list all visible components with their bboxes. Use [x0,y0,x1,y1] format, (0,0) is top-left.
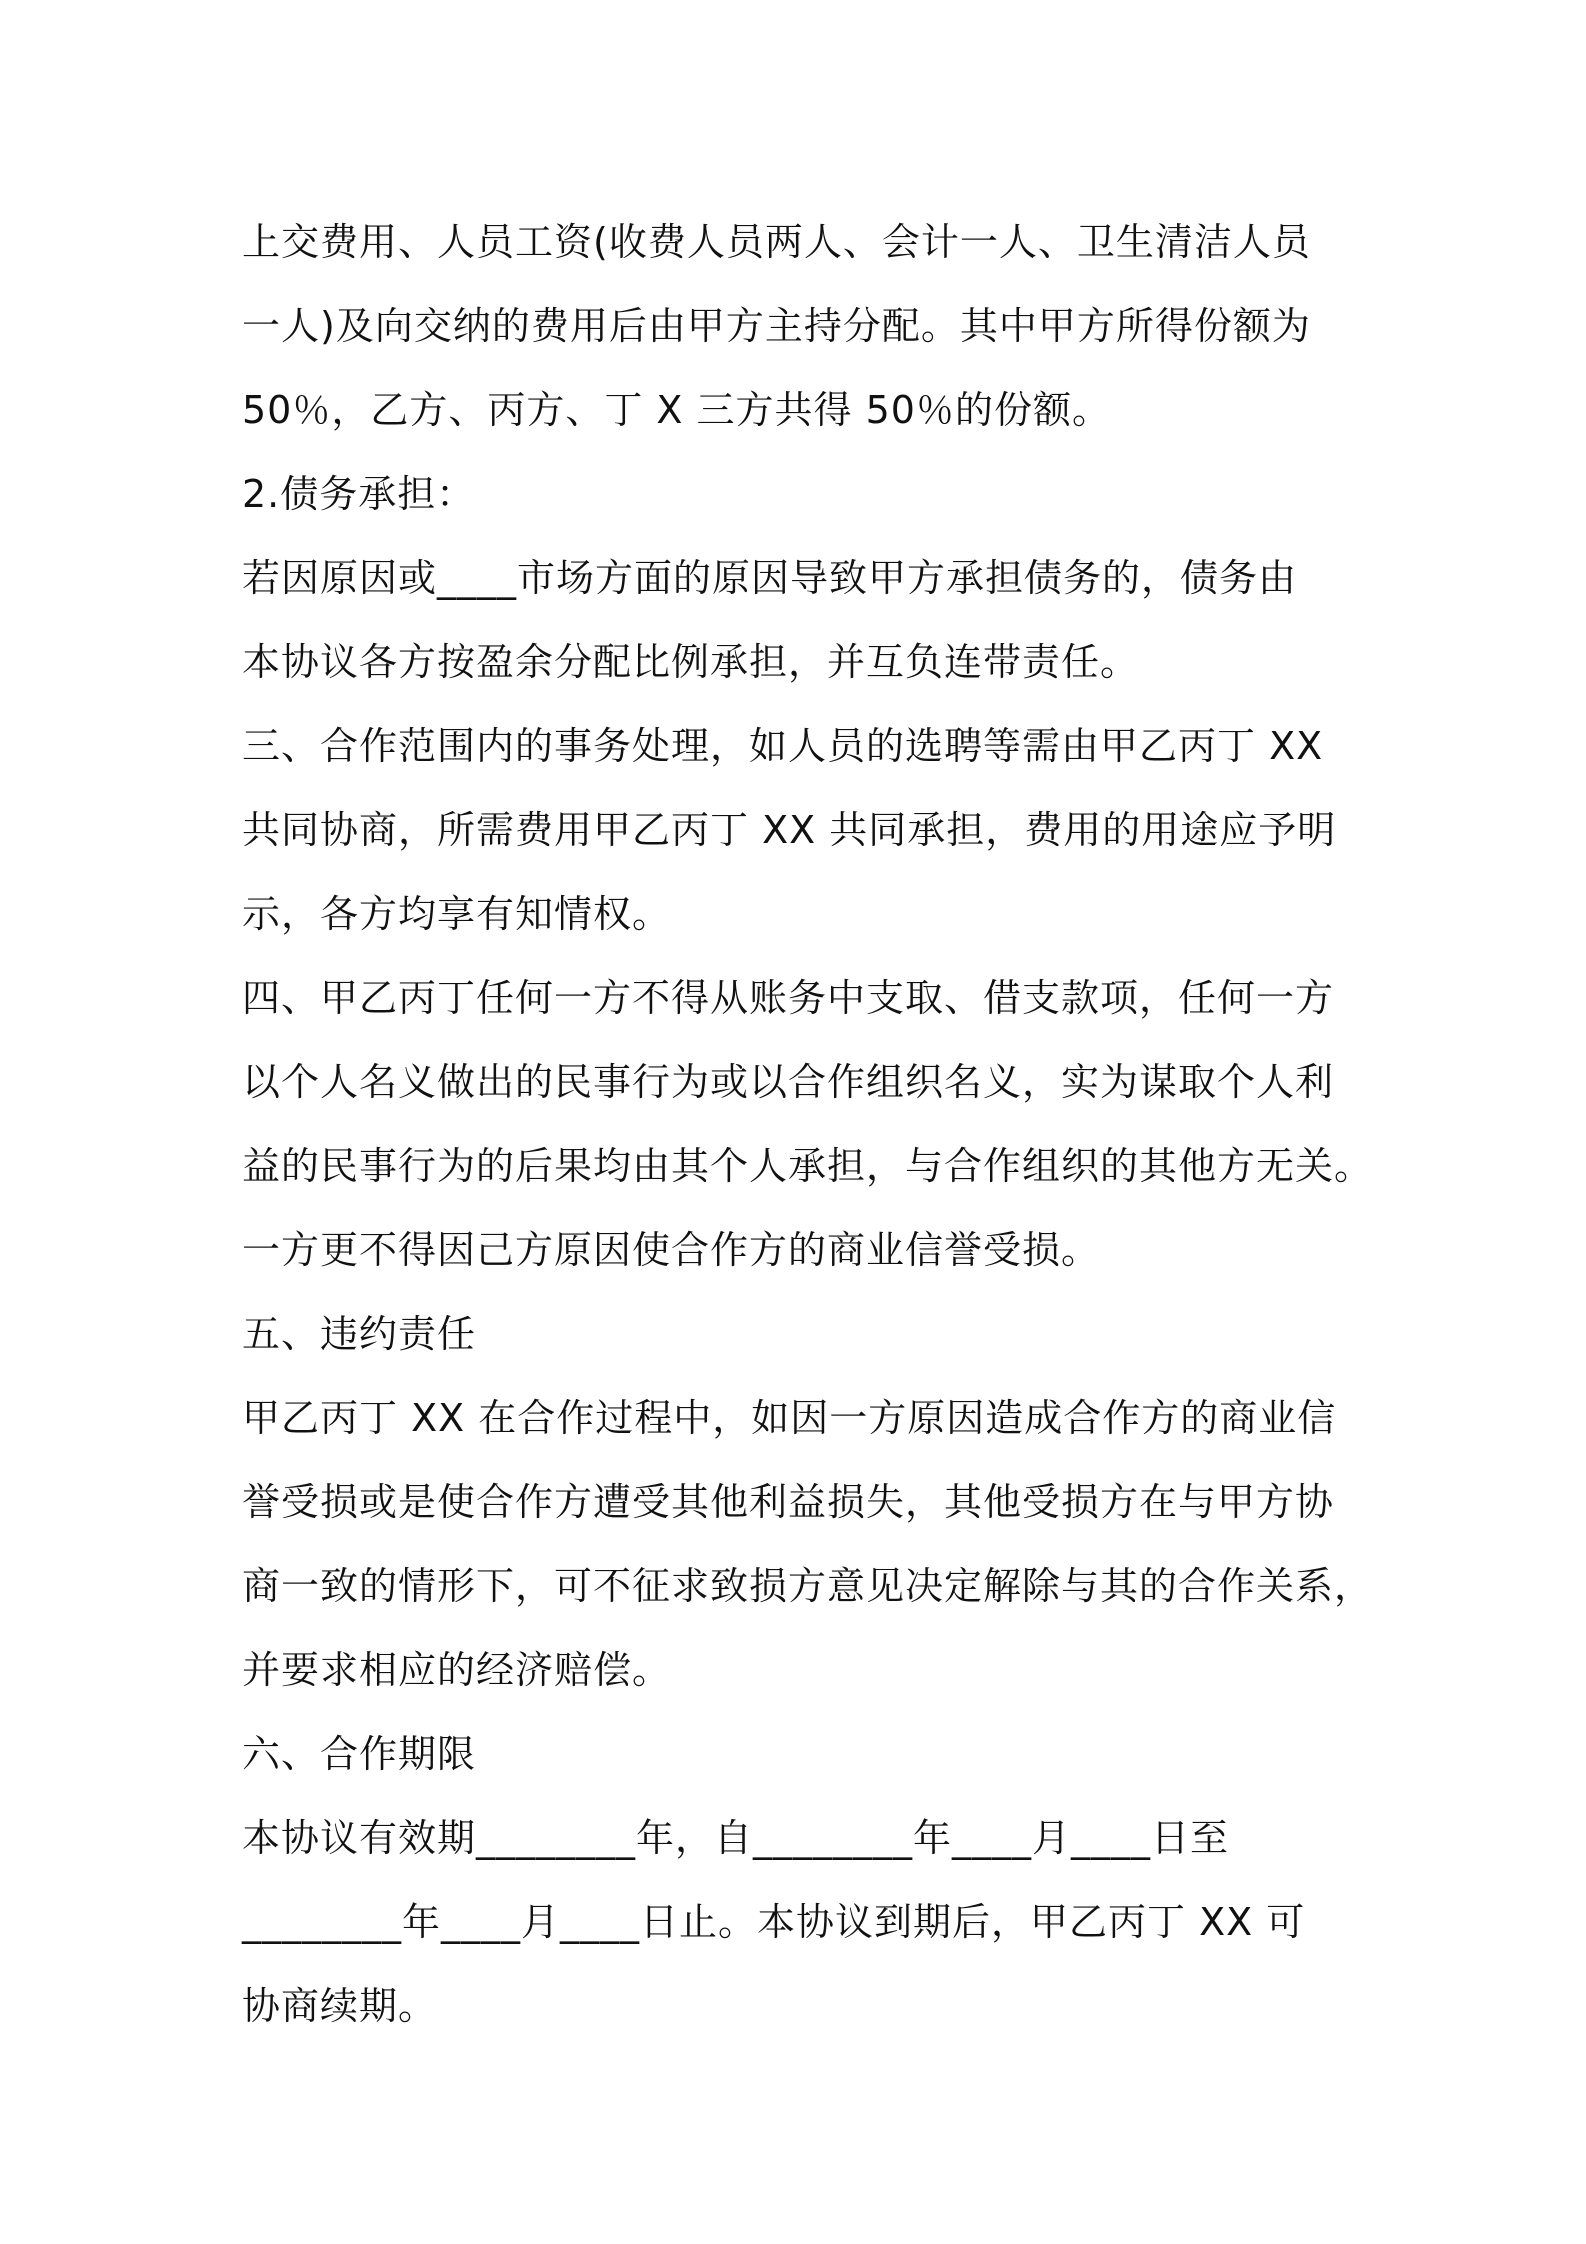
text-line: 并要求相应的经济赔偿。 [242,1648,672,1692]
text-line: 本协议各方按盈余分配比例承担，并互负连带责任。 [242,640,1140,684]
text-line: 誉受损或是使合作方遭受其他利益损失，其他受损方在与甲方协 [242,1480,1335,1524]
text-line: 一人)及向交纳的费用后由甲方主持分配。其中甲方所得份额为 [242,304,1311,348]
document-body [242,200,1374,2048]
text-line: 本协议有效期________年，自________年____月____日至 [242,1816,1230,1860]
section-heading: 2.债务承担： [242,472,476,516]
text-line: 以个人名义做出的民事行为或以合作组织名义，实为谋取个人利 [242,1060,1335,1104]
text-line: 50％，乙方、丙方、丁 X 三方共得 50％的份额。 [242,388,1111,432]
text-line: 四、甲乙丙丁任何一方不得从账务中支取、借支款项，任何一方 [242,976,1335,1020]
text-line: 一方更不得因己方原因使合作方的商业信誉受损。 [242,1228,1101,1272]
text-line: 共同协商，所需费用甲乙丙丁 XX 共同承担，费用的用途应予明 [242,808,1337,852]
text-line: 商一致的情形下，可不征求致损方意见决定解除与其的合作关系， [242,1564,1374,1608]
text-line: 上交费用、人员工资(收费人员两人、会计一人、卫生清洁人员 [242,220,1311,264]
text-line: 示，各方均享有知情权。 [242,892,672,936]
text-line: 若因原因或____市场方面的原因导致甲方承担债务的，债务由 [242,556,1298,600]
section-heading: 五、违约责任 [242,1312,477,1356]
text-line: 三、合作范围内的事务处理，如人员的选聘等需由甲乙丙丁 XX [242,724,1324,768]
text-line: 益的民事行为的后果均由其个人承担，与合作组织的其他方无关。 [242,1144,1374,1188]
text-line: ________年____月____日止。本协议到期后，甲乙丙丁 XX 可 [242,1900,1306,1944]
section-heading: 六、合作期限 [242,1732,477,1776]
text-line: 协商续期。 [242,1984,438,2028]
text-line: 甲乙丙丁 XX 在合作过程中，如因一方原因造成合作方的商业信 [242,1396,1337,1440]
